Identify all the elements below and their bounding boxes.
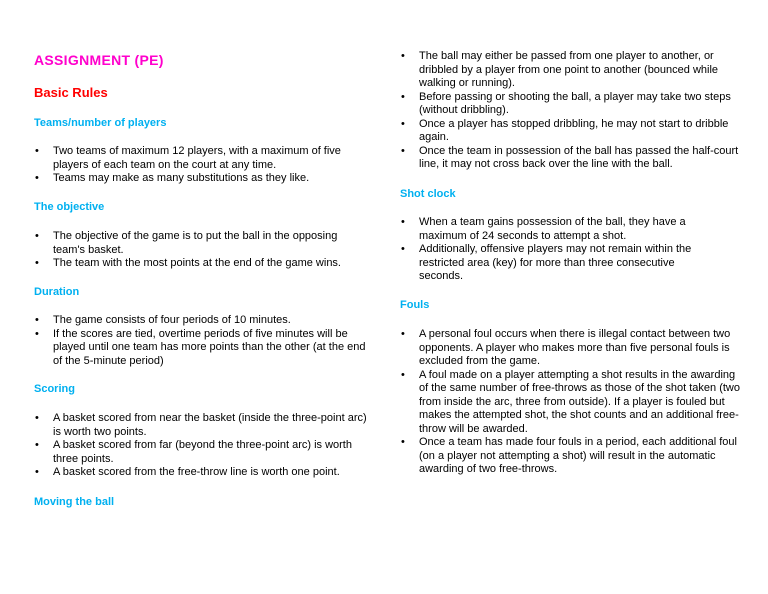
list-item: • When a team gains possession of the ball, they have a maximum of 24 seconds to attempt a shot. <box>400 216 710 243</box>
heading-teams: Teams/number of players <box>34 117 167 129</box>
list-duration <box>34 314 369 368</box>
heading-objective: The objective <box>34 201 105 213</box>
list-item: • A basket scored from the free-throw line is worth one point. <box>34 466 369 480</box>
list-item: • A foul made on a player attempting a shot results in the awarding of the same number of free-throws as those of the shot taken (two from inside the arc, three from outside). If a player is fouled but makes the attempted shot, the shot counts and an additional free-throw will be awarded. <box>400 369 740 437</box>
list-item: • The team with the most points at the end of the game wins. <box>34 257 364 271</box>
list-item: • Two teams of maximum 12 players, with a maximum of five players of each team on the court at any time. <box>34 145 364 172</box>
heading-scoring: Scoring <box>34 383 75 395</box>
list-item: • Before passing or shooting the ball, a player may take two steps (without dribbling). <box>400 91 740 118</box>
heading-fouls: Fouls <box>400 299 430 311</box>
section-title: Basic Rules <box>34 85 108 100</box>
list-item: • If the scores are tied, overtime periods of five minutes will be played until one team has more points than the other (at the end of the 5-minute period) <box>34 328 369 369</box>
heading-shot-clock: Shot clock <box>400 188 456 200</box>
list-item: • The objective of the game is to put the ball in the opposing team's basket. <box>34 230 364 257</box>
list-moving <box>400 50 740 172</box>
heading-moving: Moving the ball <box>34 496 115 508</box>
list-item: • A basket scored from near the basket (inside the three-point arc) is worth two points. <box>34 412 369 439</box>
list-scoring <box>34 412 369 480</box>
list-item: • A basket scored from far (beyond the three-point arc) is worth three points. <box>34 439 369 466</box>
list-fouls <box>400 328 740 477</box>
list-item: • A personal foul occurs when there is illegal contact between two opponents. A player who makes more than five personal fouls is excluded from the game. <box>400 328 740 369</box>
list-item: • Additionally, offensive players may not remain within the restricted area (key) for more than three consecutive seconds. <box>400 243 710 284</box>
list-objective <box>34 230 364 271</box>
list-item: • Once a player has stopped dribbling, he may not start to dribble again. <box>400 118 740 145</box>
list-teams <box>34 145 364 186</box>
list-shot-clock <box>400 216 710 284</box>
list-item: • The ball may either be passed from one player to another, or dribbled by a player from one point to another (bounced while walking or running). <box>400 50 740 91</box>
document-title: ASSIGNMENT (PE) <box>34 52 164 68</box>
list-item: • Teams may make as many substitutions as they like. <box>34 172 364 186</box>
list-item: • The game consists of four periods of 10 minutes. <box>34 314 369 328</box>
heading-duration: Duration <box>34 286 80 298</box>
list-item: • Once the team in possession of the ball has passed the half-court line, it may not cross back over the line with the ball. <box>400 145 740 172</box>
list-item: • Once a team has made four fouls in a period, each additional foul (on a player not attempting a shot) will result in the automatic awarding of two free-throws. <box>400 436 740 477</box>
